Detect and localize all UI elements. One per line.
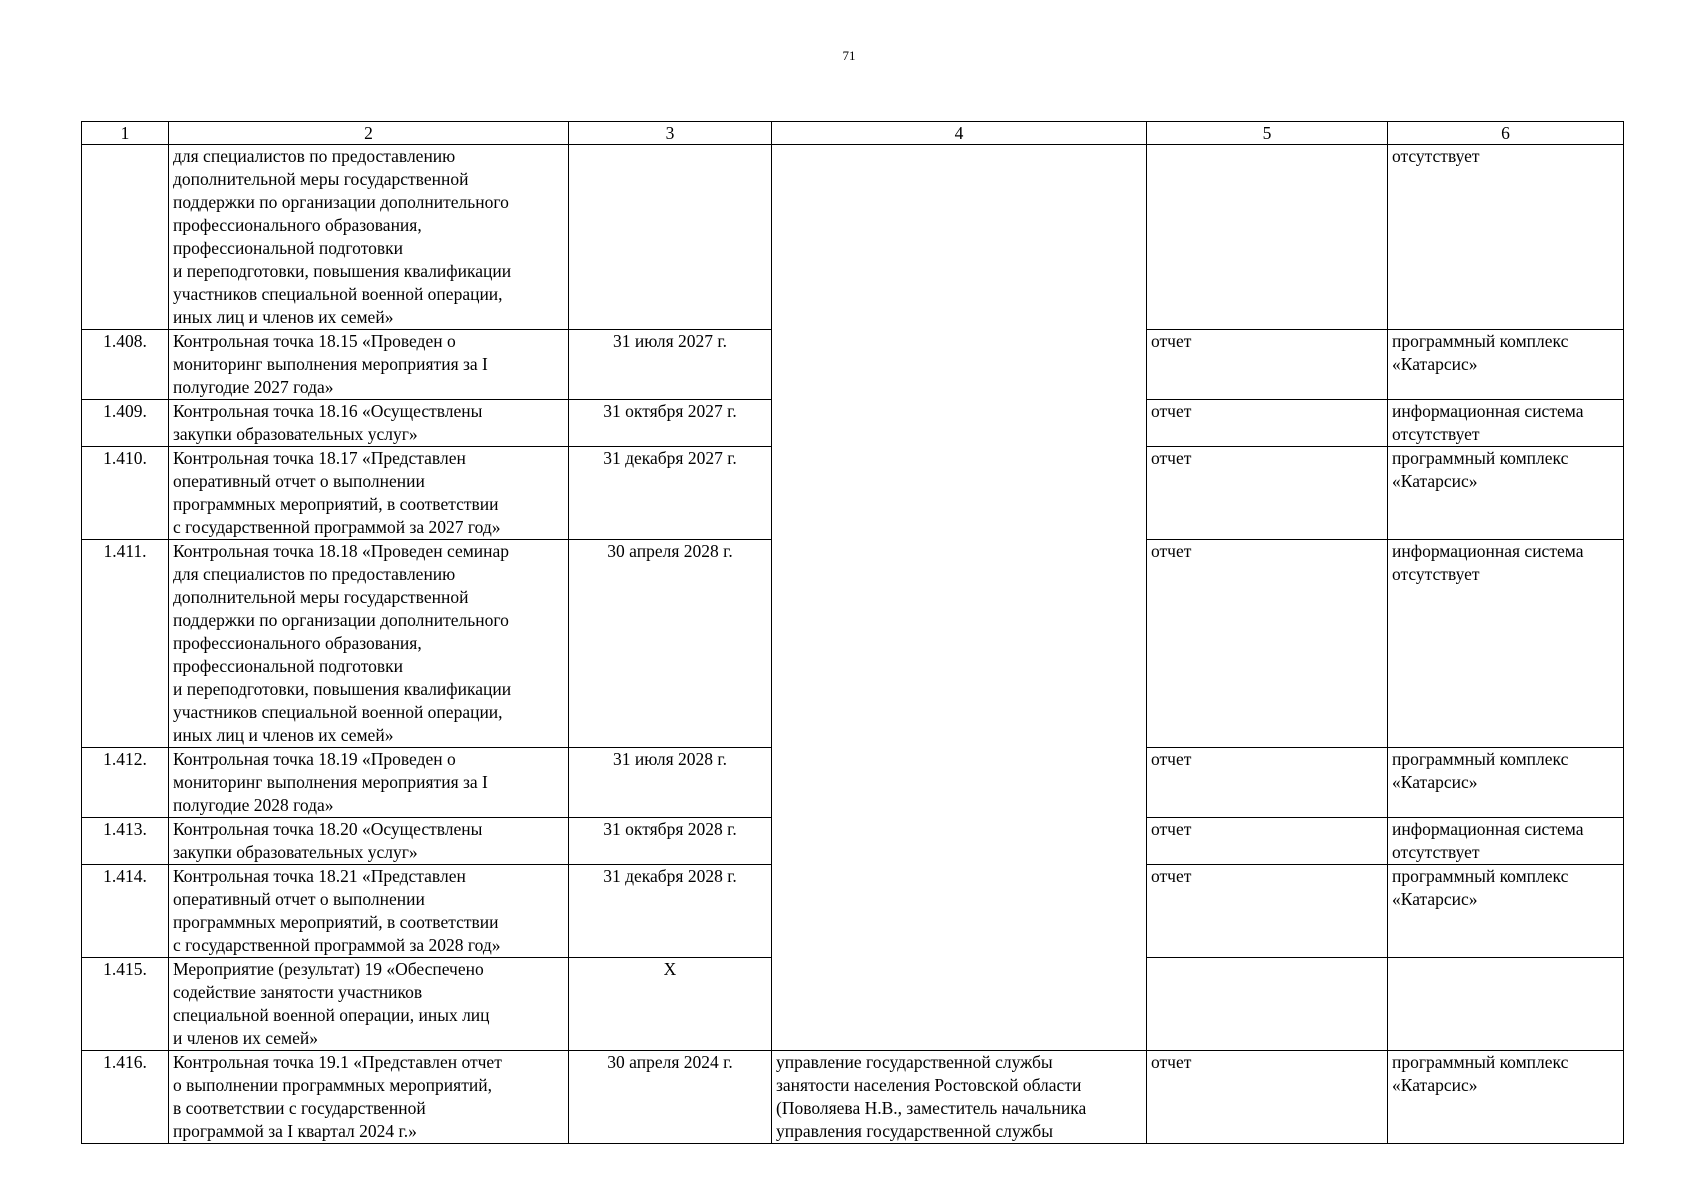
row-info-system: отсутствует: [1388, 145, 1624, 330]
column-header: 3: [569, 122, 772, 145]
row-number: 1.415.: [82, 958, 169, 1051]
row-report-form: [1147, 958, 1388, 1051]
row-number: 1.411.: [82, 540, 169, 748]
row-report-form: [1147, 145, 1388, 330]
row-info-system: программный комплекс «Катарсис»: [1388, 330, 1624, 400]
row-number: 1.412.: [82, 748, 169, 818]
page-number: 71: [842, 48, 856, 63]
table-header-row: [82, 122, 1624, 145]
row-number: [82, 145, 169, 330]
row-date: Х: [569, 958, 772, 1051]
table-row: [82, 1051, 1624, 1144]
row-description: Контрольная точка 18.18 «Проведен семинар для специалистов по предоставлению дополнительной меры государственной поддержки по организации дополнительного профессионального образования, профессиональной подготовки и переподготовки, повышения квалификации участников специальной военной операции, иных лиц и членов их семей»: [169, 540, 569, 748]
row-date: 31 декабря 2027 г.: [569, 447, 772, 540]
row-number: 1.413.: [82, 818, 169, 865]
row-date: 31 июля 2027 г.: [569, 330, 772, 400]
row-date: 31 июля 2028 г.: [569, 748, 772, 818]
row-info-system: [1388, 958, 1624, 1051]
row-report-form: отчет: [1147, 818, 1388, 865]
row-info-system: программный комплекс «Катарсис»: [1388, 447, 1624, 540]
row-description: для специалистов по предоставлению дополнительной меры государственной поддержки по организации дополнительного профессионального образования, профессиональной подготовки и переподготовки, повышения квалификации участников специальной военной операции, иных лиц и членов их семей»: [169, 145, 569, 330]
row-responsible: управление государственной службы занятости населения Ростовской области (Поволяева Н.В., заместитель начальника управления государственной службы: [772, 1051, 1147, 1144]
row-description: Контрольная точка 19.1 «Представлен отчет о выполнении программных мероприятий, в соответствии с государственной программой за I квартал 2024 г.»: [169, 1051, 569, 1144]
row-info-system: информационная система отсутствует: [1388, 540, 1624, 748]
row-report-form: отчет: [1147, 400, 1388, 447]
row-date: 30 апреля 2028 г.: [569, 540, 772, 748]
row-report-form: отчет: [1147, 1051, 1388, 1144]
row-description: Контрольная точка 18.20 «Осуществлены закупки образовательных услуг»: [169, 818, 569, 865]
row-info-system: информационная система отсутствует: [1388, 400, 1624, 447]
row-report-form: отчет: [1147, 447, 1388, 540]
table-row: [82, 145, 1624, 330]
row-number: 1.410.: [82, 447, 169, 540]
column-header: 4: [772, 122, 1147, 145]
column-header: 2: [169, 122, 569, 145]
column-header: 1: [82, 122, 169, 145]
row-info-system: информационная система отсутствует: [1388, 818, 1624, 865]
row-date: [569, 145, 772, 330]
row-date: 31 октября 2027 г.: [569, 400, 772, 447]
row-description: Мероприятие (результат) 19 «Обеспечено содействие занятости участников специальной военной операции, иных лиц и членов их семей»: [169, 958, 569, 1051]
column-header: 6: [1388, 122, 1624, 145]
row-description: Контрольная точка 18.17 «Представлен оперативный отчет о выполнении программных мероприятий, в соответствии с государственной программой за 2027 год»: [169, 447, 569, 540]
row-date: 31 октября 2028 г.: [569, 818, 772, 865]
row-description: Контрольная точка 18.19 «Проведен о мониторинг выполнения мероприятия за I полугодие 2028 года»: [169, 748, 569, 818]
row-date: 30 апреля 2024 г.: [569, 1051, 772, 1144]
row-report-form: отчет: [1147, 540, 1388, 748]
row-report-form: отчет: [1147, 865, 1388, 958]
row-report-form: отчет: [1147, 748, 1388, 818]
plan-table: [81, 121, 1624, 1144]
row-description: Контрольная точка 18.15 «Проведен о мониторинг выполнения мероприятия за I полугодие 2027 года»: [169, 330, 569, 400]
row-number: 1.414.: [82, 865, 169, 958]
row-date: 31 декабря 2028 г.: [569, 865, 772, 958]
row-info-system: программный комплекс «Катарсис»: [1388, 1051, 1624, 1144]
row-info-system: программный комплекс «Катарсис»: [1388, 748, 1624, 818]
row-number: 1.409.: [82, 400, 169, 447]
column-header: 5: [1147, 122, 1388, 145]
row-number: 1.408.: [82, 330, 169, 400]
row-report-form: отчет: [1147, 330, 1388, 400]
responsible-cell-merged: [772, 145, 1147, 1051]
row-info-system: программный комплекс «Катарсис»: [1388, 865, 1624, 958]
row-number: 1.416.: [82, 1051, 169, 1144]
row-description: Контрольная точка 18.21 «Представлен оперативный отчет о выполнении программных мероприятий, в соответствии с государственной программой за 2028 год»: [169, 865, 569, 958]
row-description: Контрольная точка 18.16 «Осуществлены закупки образовательных услуг»: [169, 400, 569, 447]
